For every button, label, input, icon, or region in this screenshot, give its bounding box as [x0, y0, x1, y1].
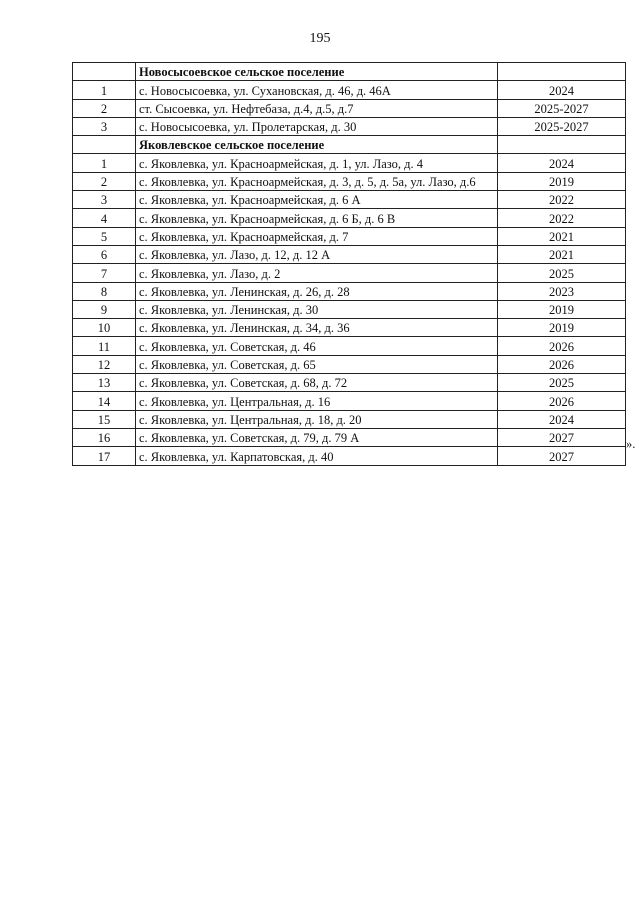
table-row [73, 410, 626, 428]
table-row [73, 245, 626, 263]
housing-repair-schedule-table [72, 62, 626, 466]
row-number-cell: 2 [73, 172, 136, 190]
address-cell: с. Яковлевка, ул. Красноармейская, д. 6 А [136, 191, 498, 209]
year-cell: 2023 [498, 282, 626, 300]
table-row [73, 81, 626, 99]
address-cell: с. Яковлевка, ул. Ленинская, д. 34, д. 36 [136, 319, 498, 337]
address-cell: с. Яковлевка, ул. Красноармейская, д. 3, д. 5, д. 5а, ул. Лазо, д.6 [136, 172, 498, 190]
address-cell: с. Яковлевка, ул. Центральная, д. 18, д. 20 [136, 410, 498, 428]
table-row [73, 282, 626, 300]
table-body [73, 63, 626, 466]
year-cell: 2021 [498, 245, 626, 263]
address-cell: с. Яковлевка, ул. Лазо, д. 12, д. 12 А [136, 245, 498, 263]
address-cell: с. Яковлевка, ул. Советская, д. 65 [136, 355, 498, 373]
year-cell: 2024 [498, 81, 626, 99]
row-number-cell [73, 63, 136, 81]
table-row [73, 264, 626, 282]
year-cell: 2022 [498, 191, 626, 209]
table-row [73, 337, 626, 355]
address-cell: с. Яковлевка, ул. Ленинская, д. 30 [136, 300, 498, 318]
year-cell: 2021 [498, 227, 626, 245]
row-number-cell: 3 [73, 191, 136, 209]
year-cell: 2027 [498, 428, 626, 446]
table-row [73, 319, 626, 337]
year-cell [498, 63, 626, 81]
table-row [73, 428, 626, 446]
year-cell: 2022 [498, 209, 626, 227]
section-header-row [73, 136, 626, 154]
row-number-cell: 6 [73, 245, 136, 263]
year-cell: 2026 [498, 392, 626, 410]
year-cell: 2027 [498, 447, 626, 465]
address-cell: с. Яковлевка, ул. Карпатовская, д. 40 [136, 447, 498, 465]
year-cell [498, 136, 626, 154]
table-row [73, 191, 626, 209]
address-cell: Яковлевское сельское поселение [136, 136, 498, 154]
row-number-cell: 8 [73, 282, 136, 300]
year-cell: 2026 [498, 337, 626, 355]
year-cell: 2019 [498, 319, 626, 337]
row-number-cell: 17 [73, 447, 136, 465]
address-cell: с. Новосысоевка, ул. Сухановская, д. 46, д. 46А [136, 81, 498, 99]
table-row [73, 99, 626, 117]
row-number-cell: 1 [73, 81, 136, 99]
year-cell: 2019 [498, 300, 626, 318]
table-row [73, 300, 626, 318]
row-number-cell: 10 [73, 319, 136, 337]
row-number-cell: 12 [73, 355, 136, 373]
row-number-cell: 11 [73, 337, 136, 355]
address-cell: с. Яковлевка, ул. Советская, д. 79, д. 79 А [136, 428, 498, 446]
page-number: 195 [309, 31, 331, 46]
row-number-cell: 9 [73, 300, 136, 318]
row-number-cell: 3 [73, 117, 136, 135]
year-cell: 2025 [498, 374, 626, 392]
table-row [73, 117, 626, 135]
year-cell: 2024 [498, 410, 626, 428]
year-cell: 2024 [498, 154, 626, 172]
row-number-cell: 5 [73, 227, 136, 245]
table-row [73, 392, 626, 410]
address-cell: с. Яковлевка, ул. Ленинская, д. 26, д. 28 [136, 282, 498, 300]
year-cell: 2025-2027 [498, 117, 626, 135]
year-cell: 2025-2027 [498, 99, 626, 117]
address-cell: Новосысоевское сельское поселение [136, 63, 498, 81]
table-row [73, 447, 626, 465]
address-cell: с. Яковлевка, ул. Советская, д. 68, д. 72 [136, 374, 498, 392]
year-cell: 2026 [498, 355, 626, 373]
row-number-cell: 13 [73, 374, 136, 392]
table-row [73, 209, 626, 227]
row-number-cell: 16 [73, 428, 136, 446]
address-cell: с. Яковлевка, ул. Советская, д. 46 [136, 337, 498, 355]
section-header-row [73, 63, 626, 81]
closing-quote: ». [626, 437, 636, 451]
table-row [73, 227, 626, 245]
address-cell: с. Яковлевка, ул. Лазо, д. 2 [136, 264, 498, 282]
row-number-cell: 1 [73, 154, 136, 172]
address-cell: с. Яковлевка, ул. Красноармейская, д. 6 Б, д. 6 В [136, 209, 498, 227]
row-number-cell: 14 [73, 392, 136, 410]
address-cell: с. Яковлевка, ул. Красноармейская, д. 7 [136, 227, 498, 245]
row-number-cell: 2 [73, 99, 136, 117]
table-row [73, 374, 626, 392]
year-cell: 2025 [498, 264, 626, 282]
table-row [73, 154, 626, 172]
table-row [73, 172, 626, 190]
year-cell: 2019 [498, 172, 626, 190]
row-number-cell: 15 [73, 410, 136, 428]
address-cell: с. Новосысоевка, ул. Пролетарская, д. 30 [136, 117, 498, 135]
address-cell: с. Яковлевка, ул. Красноармейская, д. 1, ул. Лазо, д. 4 [136, 154, 498, 172]
row-number-cell: 7 [73, 264, 136, 282]
row-number-cell: 4 [73, 209, 136, 227]
address-cell: ст. Сысоевка, ул. Нефтебаза, д.4, д.5, д.7 [136, 99, 498, 117]
table-row [73, 355, 626, 373]
row-number-cell [73, 136, 136, 154]
address-cell: с. Яковлевка, ул. Центральная, д. 16 [136, 392, 498, 410]
